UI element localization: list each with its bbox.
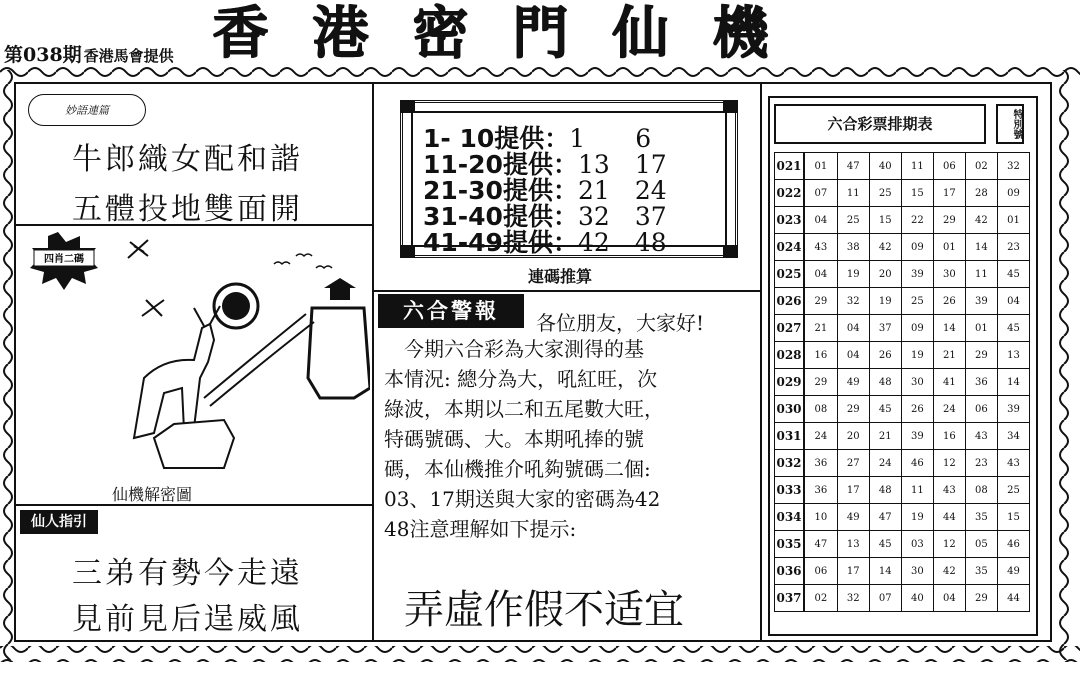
article-line: 48注意理解如下提示: [384, 517, 577, 541]
article-body [384, 334, 664, 544]
number-cell: 20 [837, 423, 869, 450]
range-label: 31-40提供 [423, 202, 553, 231]
number-cell: 39 [901, 261, 933, 288]
period-cell: 025 [775, 261, 805, 288]
range-value-b: 48 [634, 228, 667, 257]
poem-top-line-1: 牛郎織女配和諧 [72, 142, 303, 177]
number-cell: 43 [933, 477, 965, 504]
number-cell: 19 [837, 261, 869, 288]
number-cell: 30 [901, 369, 933, 396]
number-cell: 14 [869, 558, 901, 585]
number-cell: 20 [869, 261, 901, 288]
number-cell: 34 [997, 423, 1029, 450]
number-cell: 27 [837, 450, 869, 477]
number-cell: 22 [901, 207, 933, 234]
period-cell: 022 [775, 180, 805, 207]
number-cell: 02 [965, 153, 997, 180]
article-line: 碼，本仙機推介吼夠號碼二個: [384, 457, 651, 481]
issue-number: 第038期 [4, 44, 82, 66]
number-cell: 37 [869, 315, 901, 342]
number-cell: 49 [997, 558, 1029, 585]
number-cell: 46 [997, 531, 1029, 558]
number-cell: 11 [965, 261, 997, 288]
number-cell: 04 [997, 288, 1029, 315]
number-cell: 15 [997, 504, 1029, 531]
range-value-a: 21 [577, 176, 610, 205]
range-box [400, 100, 738, 258]
period-cell: 029 [775, 369, 805, 396]
number-cell: 45 [997, 315, 1029, 342]
number-cell: 30 [901, 558, 933, 585]
period-cell: 034 [775, 504, 805, 531]
number-cell: 25 [997, 477, 1029, 504]
number-cell: 24 [869, 450, 901, 477]
number-cell: 29 [837, 396, 869, 423]
number-cell: 19 [901, 504, 933, 531]
guide-label: 仙人指引 [20, 510, 98, 534]
corner-icon [401, 101, 415, 113]
period-cell: 024 [775, 234, 805, 261]
divider-left [372, 82, 374, 642]
number-cell: 42 [869, 234, 901, 261]
number-cell: 29 [965, 585, 997, 612]
number-cell: 30 [933, 261, 965, 288]
number-cell: 21 [869, 423, 901, 450]
table-row [775, 558, 1030, 585]
table-row [775, 423, 1030, 450]
number-cell: 04 [933, 585, 965, 612]
number-cell: 47 [837, 153, 869, 180]
number-cell: 01 [997, 207, 1029, 234]
number-cell: 01 [965, 315, 997, 342]
range-row: 31-40提供：32 37 [423, 202, 667, 231]
number-cell: 29 [965, 342, 997, 369]
number-cell: 01 [804, 153, 837, 180]
number-cell: 07 [804, 180, 837, 207]
table-row [775, 207, 1030, 234]
number-cell: 13 [837, 531, 869, 558]
period-cell: 033 [775, 477, 805, 504]
range-label: 21-30提供 [423, 176, 553, 205]
number-cell: 02 [804, 585, 837, 612]
number-cell: 01 [933, 234, 965, 261]
table-row [775, 585, 1030, 612]
number-cell: 43 [997, 450, 1029, 477]
table-row [775, 180, 1030, 207]
number-cell: 35 [965, 504, 997, 531]
article-line: 03、17期送與大家的密碼為42 [384, 487, 661, 511]
number-cell: 39 [901, 423, 933, 450]
poem-badge: 妙語連篇 [28, 94, 146, 126]
article-line: 特碼號碼、大。本期吼捧的號 [384, 427, 644, 451]
number-cell: 26 [901, 396, 933, 423]
number-cell: 06 [933, 153, 965, 180]
article-line: 本情況: 總分為大，吼紅旺，次 [384, 367, 658, 391]
number-cell: 42 [933, 558, 965, 585]
number-cell: 47 [869, 504, 901, 531]
range-label: 11-20提供 [423, 150, 553, 179]
number-cell: 40 [869, 153, 901, 180]
number-cell: 19 [901, 342, 933, 369]
number-cell: 39 [997, 396, 1029, 423]
illustration [24, 228, 370, 498]
number-cell: 39 [965, 288, 997, 315]
corner-icon [723, 101, 737, 113]
number-cell: 43 [804, 234, 837, 261]
number-cell: 46 [901, 450, 933, 477]
number-cell: 43 [965, 423, 997, 450]
number-cell: 19 [869, 288, 901, 315]
poem-top-line-2: 五體投地雙面開 [72, 192, 303, 227]
number-cell: 48 [869, 369, 901, 396]
number-cell: 11 [837, 180, 869, 207]
number-cell: 15 [901, 180, 933, 207]
table-side-label: 特別號 [996, 104, 1024, 144]
range-label: 1- 10提供 [423, 124, 545, 153]
range-value-b: 24 [634, 176, 667, 205]
range-row: 1- 10提供：1 6 [423, 124, 652, 153]
number-cell: 10 [804, 504, 837, 531]
corner-icon [401, 245, 415, 257]
number-cell: 21 [804, 315, 837, 342]
number-cell: 24 [804, 423, 837, 450]
number-cell: 42 [965, 207, 997, 234]
range-value-a: 42 [577, 228, 610, 257]
table-row [775, 450, 1030, 477]
range-value-b: 37 [634, 202, 667, 231]
period-cell: 036 [775, 558, 805, 585]
table-row [775, 477, 1030, 504]
number-cell: 36 [804, 477, 837, 504]
article-line: 綠波，本期以二和五尾數大旺， [384, 397, 664, 421]
number-cell: 36 [965, 369, 997, 396]
table-row [775, 153, 1030, 180]
number-cell: 17 [933, 180, 965, 207]
illus-caption: 仙機解密圖 [112, 485, 193, 504]
number-cell: 32 [837, 288, 869, 315]
number-cell: 45 [997, 261, 1029, 288]
number-cell: 14 [965, 234, 997, 261]
divider-left-bottom [14, 504, 372, 506]
period-cell: 037 [775, 585, 805, 612]
number-cell: 23 [965, 450, 997, 477]
number-cell: 47 [804, 531, 837, 558]
table-row [775, 342, 1030, 369]
number-cell: 04 [804, 261, 837, 288]
number-cell: 49 [837, 504, 869, 531]
range-row: 11-20提供：13 17 [423, 150, 667, 179]
number-cell: 16 [804, 342, 837, 369]
number-cell: 40 [901, 585, 933, 612]
slogan: 弄虛作假不适宜 [404, 587, 684, 633]
ranges-caption: 連碼推算 [528, 267, 593, 286]
number-cell: 08 [804, 396, 837, 423]
number-cell: 06 [965, 396, 997, 423]
number-cell: 04 [837, 315, 869, 342]
number-cell: 11 [901, 153, 933, 180]
range-row: 41-49提供：42 48 [423, 228, 667, 257]
range-value-a: 32 [577, 202, 610, 231]
number-cell: 28 [965, 180, 997, 207]
number-cell: 13 [997, 342, 1029, 369]
number-cell: 26 [869, 342, 901, 369]
period-cell: 023 [775, 207, 805, 234]
number-cell: 25 [837, 207, 869, 234]
dragonfly-icon [128, 240, 164, 316]
number-cell: 32 [997, 153, 1029, 180]
range-value-a: 13 [577, 150, 610, 179]
number-cell: 29 [804, 288, 837, 315]
number-cell: 25 [869, 180, 901, 207]
number-cell: 09 [901, 234, 933, 261]
number-cell: 12 [933, 531, 965, 558]
pagoda-icon [308, 278, 370, 398]
number-cell: 41 [933, 369, 965, 396]
number-cell: 12 [933, 450, 965, 477]
number-cell: 11 [901, 477, 933, 504]
number-cell: 36 [804, 450, 837, 477]
number-cell: 17 [837, 477, 869, 504]
number-cell: 04 [837, 342, 869, 369]
number-cell: 25 [901, 288, 933, 315]
number-cell: 05 [965, 531, 997, 558]
deer-icon [134, 306, 220, 438]
number-cell: 23 [997, 234, 1029, 261]
table-row [775, 315, 1030, 342]
number-cell: 04 [804, 207, 837, 234]
number-cell: 26 [933, 288, 965, 315]
period-cell: 035 [775, 531, 805, 558]
number-cell: 15 [869, 207, 901, 234]
page-title: 香港密門仙機 [212, 1, 812, 66]
period-cell: 026 [775, 288, 805, 315]
number-cell: 48 [869, 477, 901, 504]
period-cell: 031 [775, 423, 805, 450]
number-cell: 14 [933, 315, 965, 342]
number-cell: 03 [901, 531, 933, 558]
period-cell: 028 [775, 342, 805, 369]
divider-mid [372, 290, 760, 292]
range-value-b: 6 [635, 124, 652, 153]
illus-badge-text: 四肖二碼 [44, 254, 84, 265]
number-cell: 38 [837, 234, 869, 261]
number-cell: 45 [869, 531, 901, 558]
range-value-a: 1 [569, 124, 586, 153]
greeting: 各位朋友，大家好! [536, 311, 705, 335]
draw-table [774, 152, 1030, 612]
provider-text: 香港馬會提供 [83, 47, 174, 65]
table-row [775, 369, 1030, 396]
number-cell: 21 [933, 342, 965, 369]
number-cell: 16 [933, 423, 965, 450]
number-cell: 44 [933, 504, 965, 531]
warn-label: 六合警報 [378, 294, 524, 328]
number-cell: 17 [837, 558, 869, 585]
range-row: 21-30提供：21 24 [423, 176, 667, 205]
poem-bottom-line-1: 三弟有勢今走遠 [72, 556, 303, 591]
number-cell: 09 [901, 315, 933, 342]
number-cell: 35 [965, 558, 997, 585]
number-cell: 29 [804, 369, 837, 396]
number-cell: 44 [997, 585, 1029, 612]
number-cell: 09 [997, 180, 1029, 207]
number-cell: 06 [804, 558, 837, 585]
table-row [775, 261, 1030, 288]
range-value-b: 17 [634, 150, 667, 179]
table-title: 六合彩票排期表 [774, 104, 986, 144]
period-cell: 027 [775, 315, 805, 342]
number-cell: 45 [869, 396, 901, 423]
period-cell: 030 [775, 396, 805, 423]
poem-bottom-line-2: 見前見后逞威風 [72, 602, 303, 637]
number-cell: 24 [933, 396, 965, 423]
cliff-icon [154, 420, 234, 468]
range-label: 41-49提供 [423, 228, 553, 257]
table-row [775, 288, 1030, 315]
table-row [775, 504, 1030, 531]
number-cell: 07 [869, 585, 901, 612]
article-line: 今期六合彩為大家測得的基 [384, 337, 644, 361]
birds-icon [274, 254, 332, 268]
period-cell: 032 [775, 450, 805, 477]
number-cell: 14 [997, 369, 1029, 396]
bridge-icon [204, 314, 314, 406]
issue-header [4, 40, 174, 67]
corner-icon [723, 245, 737, 257]
number-cell: 29 [933, 207, 965, 234]
table-row [775, 531, 1030, 558]
divider-right [760, 82, 762, 642]
sun-icon [214, 284, 258, 328]
number-cell: 08 [965, 477, 997, 504]
number-cell: 32 [837, 585, 869, 612]
period-cell: 021 [775, 153, 805, 180]
table-row [775, 396, 1030, 423]
table-row [775, 234, 1030, 261]
number-cell: 49 [837, 369, 869, 396]
